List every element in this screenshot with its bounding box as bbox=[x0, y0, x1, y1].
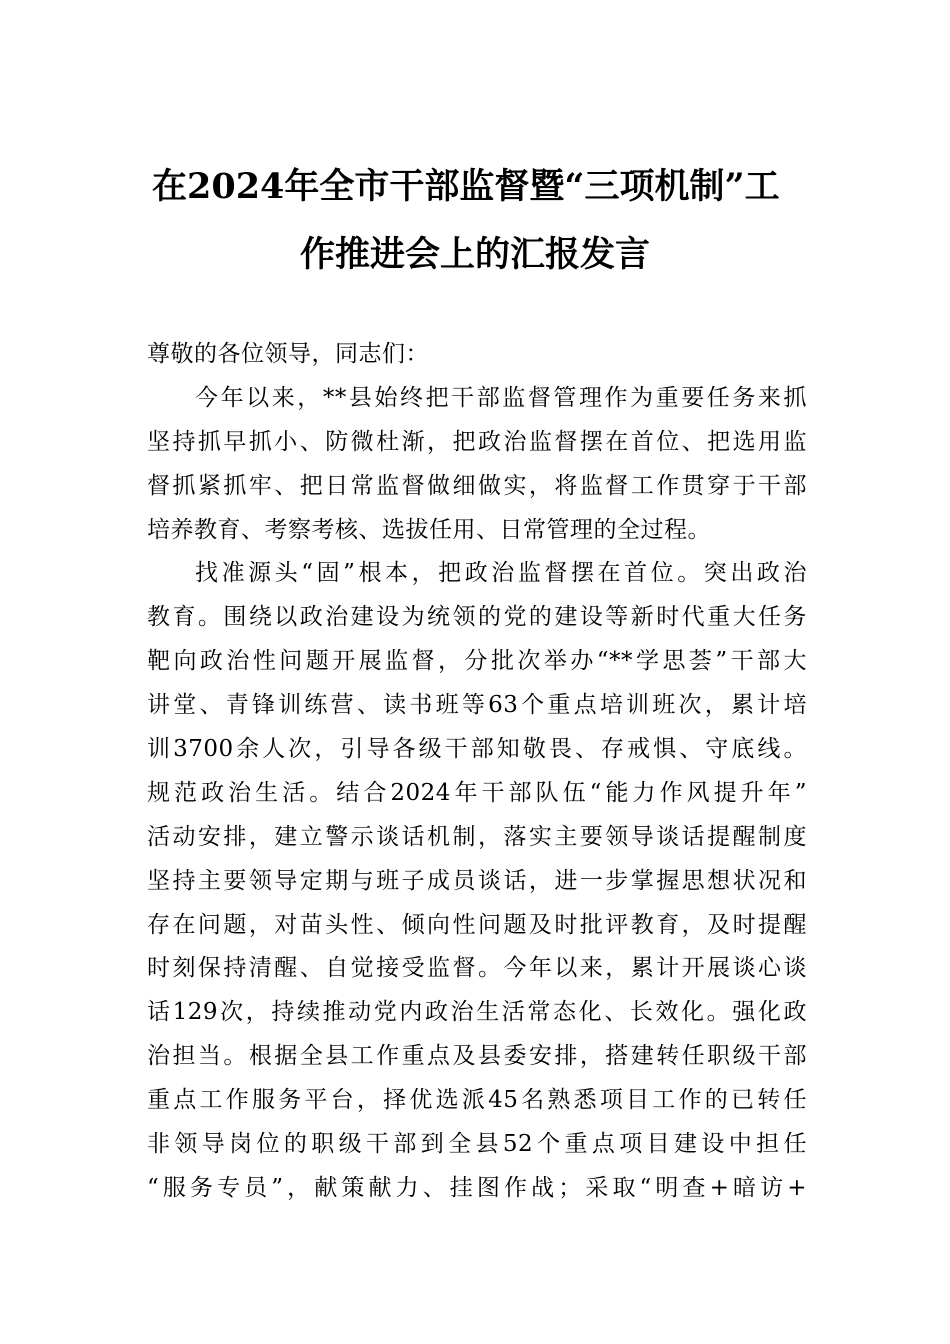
body-line: 培养教育、考察考核、选拔任用、日常管理的全过程。 bbox=[147, 516, 711, 543]
body-line: 治担当。根据全县工作重点及县委安排，搭建转任职级干部 bbox=[147, 1043, 807, 1070]
body-line: 坚持抓早抓小、防微杜渐，把政治监督摆在首位、把选用监 bbox=[147, 428, 807, 455]
document-title-line-2: 作推进会上的汇报发言 bbox=[299, 234, 650, 275]
body-line: 时刻保持清醒、自觉接受监督。今年以来，累计开展谈心谈 bbox=[147, 955, 807, 982]
body-line: 重点工作服务平台，择优选派45名熟悉项目工作的已转任 bbox=[147, 1087, 807, 1114]
body-line: 找准源头“固”根本，把政治监督摆在首位。突出政治 bbox=[195, 560, 807, 587]
body-line: 讲堂、青锋训练营、读书班等63个重点培训班次，累计培 bbox=[147, 692, 807, 719]
body-line: 督抓紧抓牢、把日常监督做细做实，将监督工作贯穿于干部 bbox=[147, 472, 807, 499]
salutation: 尊敬的各位领导，同志们： bbox=[147, 341, 429, 367]
body-line: 靶向政治性问题开展监督，分批次举办“**学思荟”干部大 bbox=[147, 648, 807, 675]
body-line: 训3700余人次，引导各级干部知敬畏、存戒惧、守底线。 bbox=[147, 736, 807, 763]
document-body bbox=[147, 333, 807, 1211]
body-line: 活动安排，建立警示谈话机制，落实主要领导谈话提醒制度 bbox=[147, 823, 807, 850]
body-line: “服务专员”，献策献力、挂图作战；采取“明查+暗访+ bbox=[147, 1174, 807, 1201]
body-line: 存在问题，对苗头性、倾向性问题及时批评教育，及时提醒 bbox=[147, 911, 807, 938]
body-line: 话129次，持续推动党内政治生活常态化、长效化。强化政 bbox=[147, 999, 807, 1026]
body-line: 规范政治生活。结合2024年干部队伍“能力作风提升年” bbox=[147, 779, 807, 806]
body-line: 今年以来，**县始终把干部监督管理作为重要任务来抓 bbox=[195, 384, 807, 411]
body-line: 教育。围绕以政治建设为统领的党的建设等新时代重大任务 bbox=[147, 604, 807, 631]
document-title-line-1: 在2024年全市干部监督暨“三项机制”工 bbox=[152, 166, 780, 207]
body-line: 坚持主要领导定期与班子成员谈话，进一步掌握思想状况和 bbox=[147, 867, 807, 894]
body-line: 非领导岗位的职级干部到全县52个重点项目建设中担任 bbox=[147, 1131, 807, 1158]
